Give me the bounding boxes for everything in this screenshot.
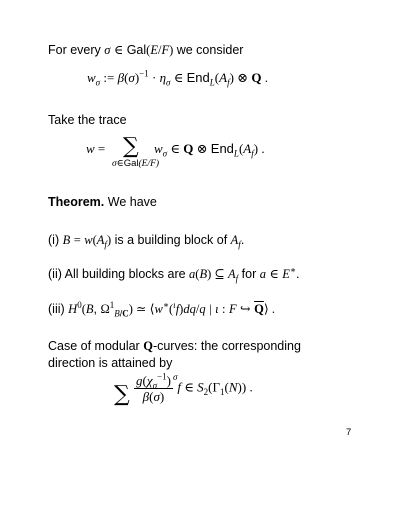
case-line-2: direction is attained by — [48, 356, 173, 370]
page-number: 7 — [346, 427, 352, 438]
theorem-label: Theorem. — [48, 195, 105, 209]
w-sigma-definition: $w_\sigma$ := $\beta(\sigma)^{-1} \cdot \eta_\sigma$ ∈ $End_L(A_f)$ ⊗ Q . — [87, 68, 268, 88]
theorem-item-1: (i) $B = w(A_f)$ is a building block of $A_f$. — [48, 233, 245, 250]
sum-subscript: σ∈Gal(E/F) — [112, 158, 160, 169]
take-trace-line: Take the trace — [48, 113, 127, 127]
sum-symbol: ∑ — [123, 134, 139, 159]
trace-formula-left: w = — [86, 141, 106, 156]
theorem-rest: We have — [107, 195, 157, 209]
intro-line: For every σ ∈ Gal(E/F) we consider — [48, 43, 244, 57]
theorem-item-3: (iii) $H^0(B$, $\Omega^1_{B/C}$) ≃ ⟨w∗($^\iota$f)dq/q | ι : F ↪ $\overline{Q}⟩$ . — [48, 299, 275, 319]
case-line-1: Case of modular Q-curves: the corresponding — [48, 339, 301, 353]
we-consider-text: we consider — [176, 43, 244, 57]
final-sum-formula: $\frac{g(\chi_\sigma^{-1})}{\beta(\sigma)}$ $^\sigma$f ∈ $S_2(\Gamma_1(N))$ . — [136, 371, 253, 404]
theorem-heading — [48, 194, 157, 210]
theorem-item-2: (ii) All building blocks are a(B) ⊆ $A_f$ for a ∈ E∗. — [48, 264, 300, 284]
gauss-sum-fraction: $\frac{g(\chi_\sigma^{-1})}{\beta(\sigma)}$ — [136, 371, 171, 404]
final-sum-symbol: ∑ — [114, 382, 130, 407]
trace-formula-right: $w_\sigma$ ∈ Q ⊗ $End_L(A_f)$ . — [154, 141, 265, 159]
for-every-text: For every — [48, 43, 101, 57]
